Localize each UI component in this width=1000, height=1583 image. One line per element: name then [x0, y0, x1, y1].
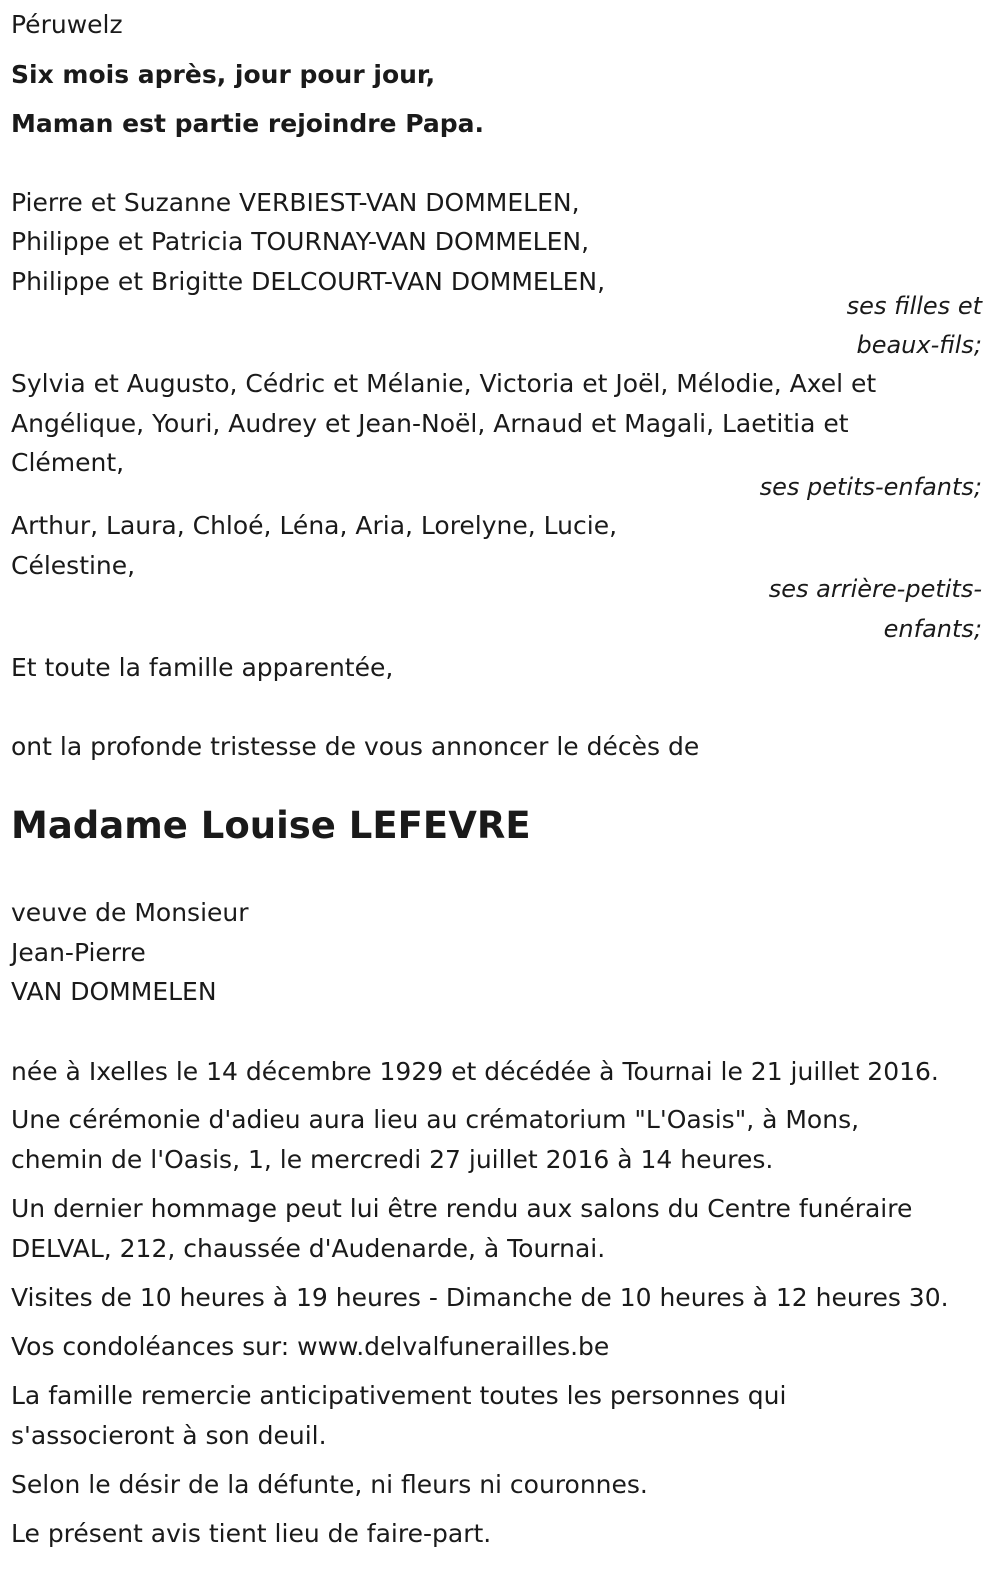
children-role-line-2: beaux-fils;: [856, 331, 982, 359]
ceremony-line-1: Une cérémonie d'adieu aura lieu au crématorium "L'Oasis", à Mons,: [11, 1105, 860, 1134]
children-line-2: Philippe et Patricia TOURNAY-VAN DOMMELEN,: [11, 227, 590, 256]
family-line: Et toute la famille apparentée,: [11, 653, 394, 682]
notice-line: Le présent avis tient lieu de faire-part.: [11, 1519, 492, 1548]
children-line-1: Pierre et Suzanne VERBIEST-VAN DOMMELEN,: [11, 188, 580, 217]
great-grandchildren-line-2: Célestine,: [11, 551, 136, 580]
grandchildren-role: ses petits-enfants;: [759, 473, 982, 501]
children-role-line-1: ses filles et: [846, 292, 982, 320]
place-name: Péruwelz: [11, 10, 123, 39]
great-grandchildren-role-line-2: enfants;: [883, 615, 982, 643]
widow-line-2: Jean-Pierre: [11, 938, 146, 967]
announcement-line: ont la profonde tristesse de vous annoncer le décès de: [11, 732, 700, 761]
grandchildren-line-1: Sylvia et Augusto, Cédric et Mélanie, Victoria et Joël, Mélodie, Axel et: [11, 369, 877, 398]
grandchildren-line-3: Clément,: [11, 448, 125, 477]
thanks-line-1: La famille remercie anticipativement toutes les personnes qui: [11, 1381, 787, 1410]
condolences-line: Vos condoléances sur: www.delvalfunerailles.be: [11, 1332, 610, 1361]
widow-line-1: veuve de Monsieur: [11, 898, 249, 927]
tribute-line-2: DELVAL, 212, chaussée d'Audenarde, à Tournai.: [11, 1234, 606, 1263]
deceased-name: Madame Louise LEFEVRE: [11, 804, 531, 847]
grandchildren-line-2: Angélique, Youri, Audrey et Jean-Noël, Arnaud et Magali, Laetitia et: [11, 409, 849, 438]
great-grandchildren-line-1: Arthur, Laura, Chloé, Léna, Aria, Lorelyne, Lucie,: [11, 511, 618, 540]
widow-line-3: VAN DOMMELEN: [11, 977, 217, 1006]
birth-death-line: née à Ixelles le 14 décembre 1929 et décédée à Tournai le 21 juillet 2016.: [11, 1057, 939, 1086]
wish-line: Selon le désir de la défunte, ni fleurs ni couronnes.: [11, 1470, 648, 1499]
visits-line: Visites de 10 heures à 19 heures - Dimanche de 10 heures à 12 heures 30.: [11, 1283, 949, 1312]
intro-line-1: Six mois après, jour pour jour,: [11, 60, 436, 89]
tribute-line-1: Un dernier hommage peut lui être rendu aux salons du Centre funéraire: [11, 1194, 913, 1223]
thanks-line-2: s'associeront à son deuil.: [11, 1421, 327, 1450]
ceremony-line-2: chemin de l'Oasis, 1, le mercredi 27 juillet 2016 à 14 heures.: [11, 1145, 774, 1174]
great-grandchildren-role-line-1: ses arrière-petits-: [768, 575, 982, 603]
intro-line-2: Maman est partie rejoindre Papa.: [11, 109, 484, 138]
children-line-3: Philippe et Brigitte DELCOURT-VAN DOMMELEN,: [11, 267, 606, 296]
